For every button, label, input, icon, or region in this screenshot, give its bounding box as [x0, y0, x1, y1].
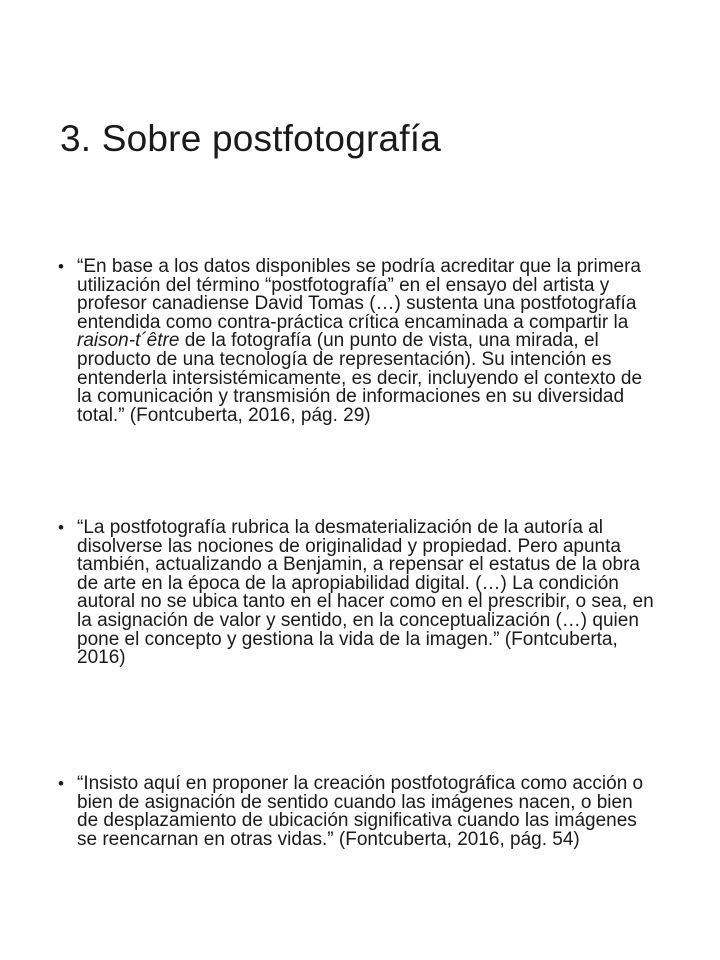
quote-text-after: de la fotografía (un punto de vista, una mirada, el producto de una tecnología de representación). Su intención es entenderla intersistémicamente, es decir, incluyendo el contexto de la comunicación y transmisión de informaciones en su diversidad total.” (Fontcuberta, 2016, pág. 29) [77, 330, 643, 426]
quote-text-before: “En base a los datos disponibles se podría acreditar que la primera utilización del término “postfotografía” en el ensayo del artista y profesor canadiense David Tomas (…) sustenta una postfotografía entendida como contra-práctica crítica encaminada a compartir la [77, 256, 641, 333]
bullet-text-3: “Insisto aquí en proponer la creación postfotográfica como acción o bien de asignación de sentido cuando las imágenes nacen, o bien de desplazamiento de ubicación significativa cuando las imágenes se reencarnan en otras vidas.” (Fontcuberta, 2016, pág. 54) [77, 773, 644, 850]
slide-title: 3. Sobre postfotografía [60, 118, 442, 159]
bullet-dot-icon: • [58, 774, 64, 793]
bullet-item-3 [58, 775, 658, 849]
bullet-item-1 [58, 258, 658, 425]
bullet-text-1 [77, 258, 658, 425]
bullet-dot-icon: • [58, 257, 64, 276]
bullet-dot-icon: • [58, 518, 64, 537]
bullet-text-2: “La postfotografía rubrica la desmaterialización de la autoría al disolverse las nociones de originalidad y propiedad. Pero apunta también, actualizando a Benjamin, a repensar el estatus de la obra de arte en la época de la apropiabilidad digital. (…) La condición autoral no se ubica tanto en el hacer como en el prescribir, o sea, en la asignación de valor y sentido, en la conceptualización (…) quien pone el concepto y gestiona la vida de la imagen.” (Fontcuberta, 2016) [77, 517, 654, 669]
bullet-item-2 [58, 519, 658, 668]
quote-emphasis: raison-t´être [77, 330, 180, 352]
